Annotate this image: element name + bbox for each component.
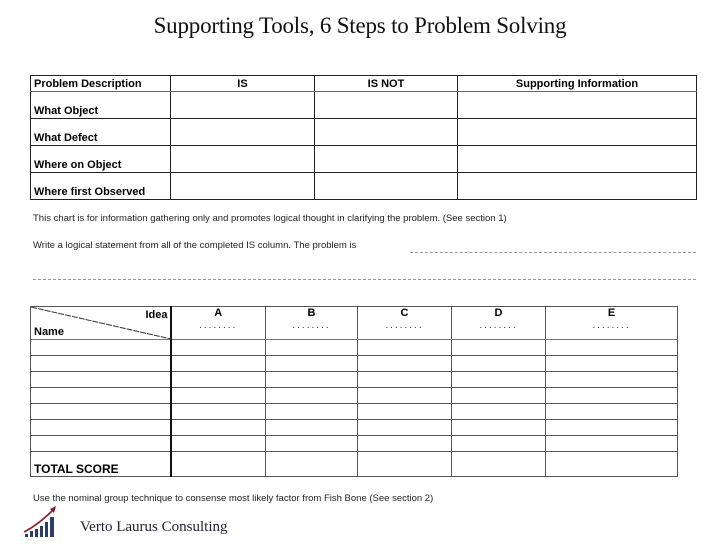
idea-b-placeholder[interactable]: ........ — [292, 320, 331, 331]
total-score-label: TOTAL SCORE — [31, 452, 171, 477]
company-name: Verto Laurus Consulting — [80, 519, 228, 535]
supporting-info-cell[interactable] — [458, 92, 697, 119]
table-row — [31, 404, 678, 420]
company-logo — [22, 505, 62, 544]
score-cell[interactable] — [266, 452, 358, 477]
score-cell[interactable] — [171, 436, 266, 452]
score-cell[interactable] — [452, 452, 546, 477]
score-cell[interactable] — [266, 404, 358, 420]
idea-blank-rows — [31, 340, 678, 452]
idea-column-c — [358, 307, 452, 340]
score-cell[interactable] — [266, 420, 358, 436]
score-cell[interactable] — [266, 356, 358, 372]
row-label-what-defect: What Defect — [31, 119, 171, 146]
idea-column-d — [452, 307, 546, 340]
score-cell[interactable] — [452, 404, 546, 420]
idea-table-header — [31, 307, 678, 340]
growth-chart-icon — [22, 505, 62, 539]
idea-column-a — [171, 307, 266, 340]
score-cell[interactable] — [171, 340, 266, 356]
is-cell[interactable] — [171, 119, 315, 146]
is-not-cell[interactable] — [315, 119, 458, 146]
idea-column-e — [546, 307, 678, 340]
score-cell[interactable] — [452, 436, 546, 452]
is-cell[interactable] — [171, 173, 315, 200]
score-cell[interactable] — [266, 372, 358, 388]
table-row — [31, 372, 678, 388]
name-cell[interactable] — [31, 420, 171, 436]
score-cell[interactable] — [358, 372, 452, 388]
idea-b-label: B — [307, 307, 316, 319]
score-cell[interactable] — [546, 436, 678, 452]
supporting-info-cell[interactable] — [458, 173, 697, 200]
score-cell[interactable] — [266, 436, 358, 452]
score-cell[interactable] — [452, 356, 546, 372]
name-cell[interactable] — [31, 372, 171, 388]
is-cell[interactable] — [171, 146, 315, 173]
score-cell[interactable] — [358, 436, 452, 452]
score-cell[interactable] — [452, 420, 546, 436]
name-cell[interactable] — [31, 388, 171, 404]
table-row — [31, 388, 678, 404]
total-score-row — [31, 452, 678, 477]
score-cell[interactable] — [452, 372, 546, 388]
name-cell[interactable] — [31, 404, 171, 420]
table-row — [31, 420, 678, 436]
score-cell[interactable] — [171, 356, 266, 372]
supporting-info-cell[interactable] — [458, 119, 697, 146]
idea-column-b — [266, 307, 358, 340]
score-cell[interactable] — [358, 404, 452, 420]
idea-c-placeholder[interactable]: ........ — [385, 320, 424, 331]
table-row — [31, 436, 678, 452]
table-row — [31, 173, 697, 200]
score-cell[interactable] — [452, 388, 546, 404]
score-cell[interactable] — [546, 420, 678, 436]
score-cell[interactable] — [171, 388, 266, 404]
row-label-where-first-observed: Where first Observed — [31, 173, 171, 200]
problem-statement-line-2[interactable] — [33, 279, 696, 280]
nominal-group-note: Use the nominal group technique to consense most likely factor from Fish Bone (See section 2) — [33, 493, 434, 504]
name-cell[interactable] — [31, 356, 171, 372]
header-is: IS — [171, 76, 315, 92]
idea-d-placeholder[interactable]: ........ — [479, 320, 518, 331]
table-row — [31, 119, 697, 146]
is-not-cell[interactable] — [315, 92, 458, 119]
logical-statement-prompt: Write a logical statement from all of the completed IS column. The problem is — [33, 240, 357, 251]
row-label-what-object: What Object — [31, 92, 171, 119]
problem-table-header — [31, 76, 697, 92]
score-cell[interactable] — [546, 452, 678, 477]
idea-e-placeholder[interactable]: ........ — [592, 320, 631, 331]
idea-e-label: E — [607, 307, 616, 319]
score-cell[interactable] — [171, 372, 266, 388]
is-cell[interactable] — [171, 92, 315, 119]
score-cell[interactable] — [171, 452, 266, 477]
score-cell[interactable] — [358, 356, 452, 372]
idea-c-label: C — [400, 307, 409, 319]
score-cell[interactable] — [266, 340, 358, 356]
score-cell[interactable] — [358, 340, 452, 356]
score-cell[interactable] — [171, 420, 266, 436]
table-row — [31, 356, 678, 372]
slide-title: Supporting Tools, 6 Steps to Problem Solving — [153, 13, 567, 38]
score-cell[interactable] — [546, 388, 678, 404]
header-supporting-information: Supporting Information — [458, 76, 697, 92]
problem-statement-line-1[interactable] — [410, 252, 696, 253]
table-row — [31, 340, 678, 356]
header-is-not: IS NOT — [315, 76, 458, 92]
score-cell[interactable] — [266, 388, 358, 404]
score-cell[interactable] — [546, 372, 678, 388]
idea-label: Idea — [145, 309, 168, 321]
info-gathering-note: This chart is for information gathering only and promotes logical thought in clarifying the problem. (See section 1) — [33, 213, 507, 224]
name-cell[interactable] — [31, 340, 171, 356]
row-label-where-on-object: Where on Object — [31, 146, 171, 173]
problem-description-table — [30, 75, 697, 200]
score-cell[interactable] — [358, 388, 452, 404]
name-cell[interactable] — [31, 436, 171, 452]
idea-scoring-table — [30, 306, 678, 477]
table-row — [31, 146, 697, 173]
idea-d-label: D — [494, 307, 503, 319]
header-problem-description: Problem Description — [31, 76, 171, 92]
idea-a-label: A — [214, 307, 223, 319]
name-label: Name — [34, 326, 64, 338]
score-cell[interactable] — [546, 340, 678, 356]
score-cell[interactable] — [546, 404, 678, 420]
is-not-cell[interactable] — [315, 146, 458, 173]
idea-name-corner-cell — [31, 307, 171, 340]
score-cell[interactable] — [546, 356, 678, 372]
table-row — [31, 92, 697, 119]
idea-a-placeholder[interactable]: ........ — [199, 320, 238, 331]
score-cell[interactable] — [358, 452, 452, 477]
score-cell[interactable] — [171, 404, 266, 420]
supporting-info-cell[interactable] — [458, 146, 697, 173]
score-cell[interactable] — [452, 340, 546, 356]
score-cell[interactable] — [358, 420, 452, 436]
is-not-cell[interactable] — [315, 173, 458, 200]
